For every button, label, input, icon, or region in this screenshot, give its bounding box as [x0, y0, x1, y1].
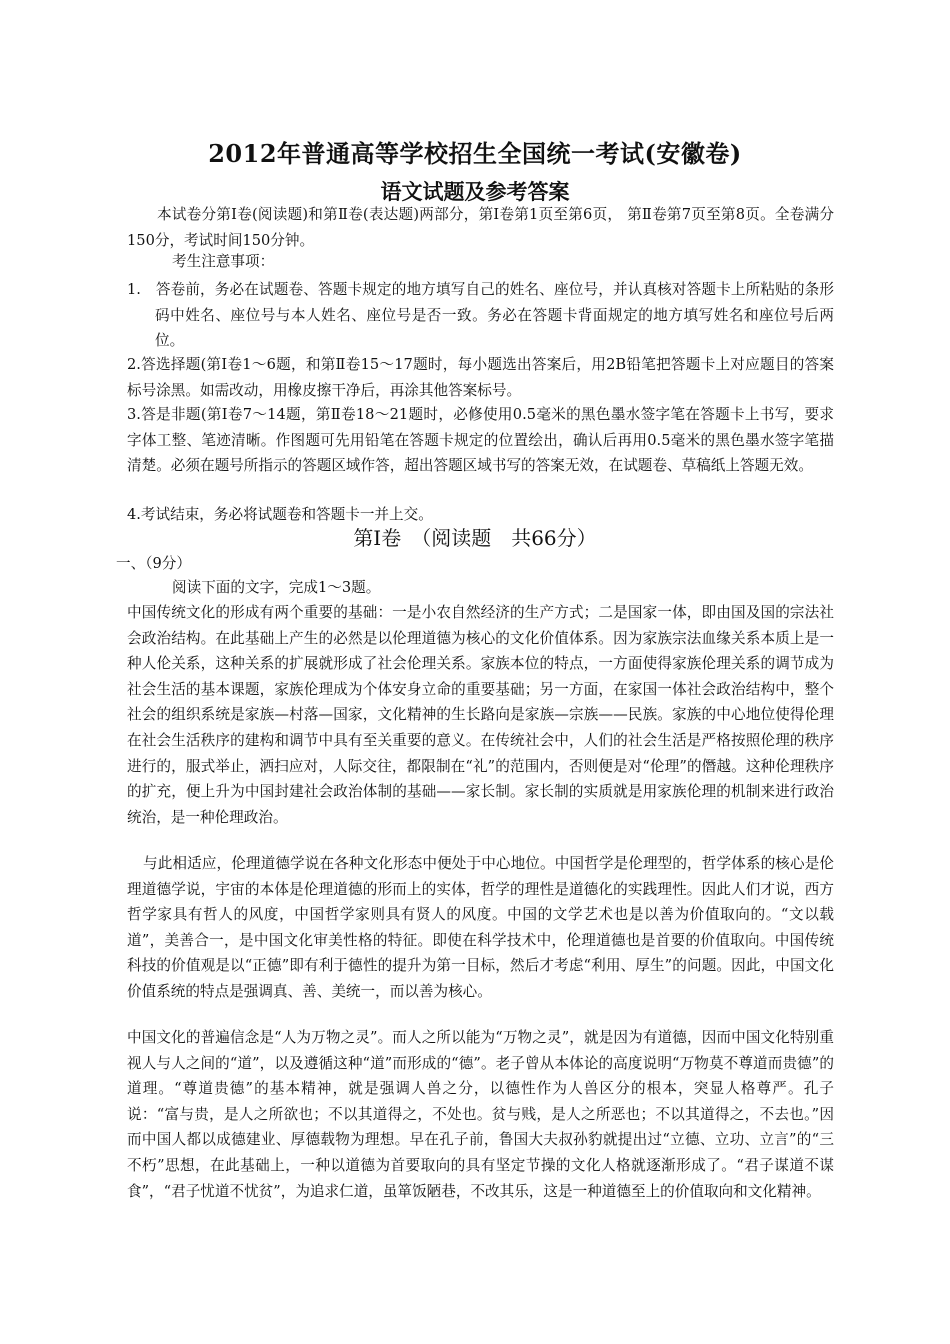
- notice-heading: 考生注意事项：: [172, 253, 275, 270]
- passage-paragraph-1: 中国传统文化的形成有两个重要的基础：一是小农自然经济的生产方式；二是国家一体，即由国及国的宗法社会政治结构。在此基础上产生的必然是以伦理道德为核心的文化价值体系。因为家族宗法血缘关系本质上是一种人伦关系，这种关系的扩展就形成了社会伦理关系。家族本位的特点，一方面使得家族伦理关系的调节成为社会生活的基本课题，家族伦理成为个体安身立命的重要基础；另一方面，在家国一体社会政治结构中，整个社会的组织系统是家族—村落—国家，文化精神的生长路向是家族—宗族——民族。家族的中心地位使得伦理在社会生活秩序的建构和调节中具有至关重要的意义。在传统社会中，人们的社会生活是严格按照伦理的秩序进行的，服式举止，洒扫应对，人际交往，都限制在“礼”的范围内，否则便是对“伦理”的僭越。这种伦理秩序的扩充，便上升为中国封建社会政治体制的基础——家长制。家长制的实质就是用家族伦理的机制来进行政治统治，是一种伦理政治。: [127, 604, 834, 826]
- part-one-label: 一、（9分）: [116, 555, 191, 572]
- notice-item-3: 3.答是非题(第Ⅰ卷7～14题，第Ⅱ卷18～21题时，必修使用0.5毫米的黑色墨水签字笔在答题卡上书写，要求字体工整、笔迹清晰。作图题可先用铅笔在答题卡规定的位置绘出，确认后再用0.5毫米的黑色墨水签字笔描清楚。必须在题号所指示的答题区域作答，超出答题区域书写的答案无效，在试题卷、草稿纸上答题无效。: [127, 406, 834, 475]
- notice-item-1: 1. 答卷前，务必在试题卷、答题卡规定的地方填写自己的姓名、座位号，并认真核对答题卡上所粘贴的条形码中姓名、座位号与本人姓名、座位号是否一致。务必在答题卡背面规定的地方填写姓名和座位号后两位。: [127, 281, 834, 350]
- section-title: 第Ⅰ卷 （阅读题 共66分）: [353, 526, 597, 550]
- passage-paragraph-2: 与此相适应，伦理道德学说在各种文化形态中便处于中心地位。中国哲学是伦理型的，哲学体系的核心是伦理道德学说，宇宙的本体是伦理道德的形而上的实体，哲学的理性是道德化的实践理性。因此人们才说，西方哲学家具有哲人的风度，中国哲学家则具有贤人的风度。中国的文学艺术也是以善为价值取向的。“文以载道”，美善合一，是中国文化审美性格的特征。即使在科学技术中，伦理道德也是首要的价值取向。中国传统科技的价值观是以“正德”即有利于德性的提升为第一目标，然后才考虑“利用、厚生”的问题。因此，中国文化价值系统的特点是强调真、善、美统一，而以善为核心。: [127, 855, 834, 1000]
- exam-subtitle: 语文试题及参考答案: [380, 179, 570, 204]
- passage-paragraph-3: 中国文化的普遍信念是“人为万物之灵”。而人之所以能为“万物之灵”，就是因为有道德，因而中国文化特别重视人与人之间的“道”，以及遵循这种“道”而形成的“德”。老子曾从本体论的高度说明“万物莫不尊道而贵德”的道理。“尊道贵德”的基本精神，就是强调人兽之分，以德性作为人兽区分的根本，突显人格尊严。孔子说：“富与贵，是人之所欲也；不以其道得之，不处也。贫与贱，是人之所恶也；不以其道得之，不去也。”因而中国人都以成德建业、厚德载物为理想。早在孔子前，鲁国大夫叔孙豹就提出过“立德、立功、立言”的“三不朽”思想，在此基础上，一种以道德为首要取向的具有坚定节操的文化人格就逐渐形成了。“君子谋道不谋食”，“君子忧道不忧贫”，为追求仁道，虽箪饭陋巷，不改其乐，这是一种道德至上的价值取向和文化精神。: [127, 1029, 834, 1200]
- reading-instruction: 阅读下面的文字，完成1～3题。: [172, 579, 381, 596]
- exam-title: 2012年普通高等学校招生全国统一考试(安徽卷): [208, 139, 742, 168]
- notice-item-4: 4.考试结束，务必将试题卷和答题卡一并上交。: [127, 506, 433, 523]
- notice-item-2: 2.答选择题(第Ⅰ卷1～6题，和第Ⅱ卷15～17题时，每小题选出答案后，用2B铅笔把答题卡上对应题目的答案标号涂黑。如需改动，用橡皮擦干净后，再涂其他答案标号。: [127, 356, 834, 399]
- intro-paragraph: 本试卷分第Ⅰ卷(阅读题)和第Ⅱ卷(表达题)两部分，第Ⅰ卷第1页至第6页， 第Ⅱ卷第7页至第8页。全卷满分150分，考试时间150分钟。: [127, 206, 834, 249]
